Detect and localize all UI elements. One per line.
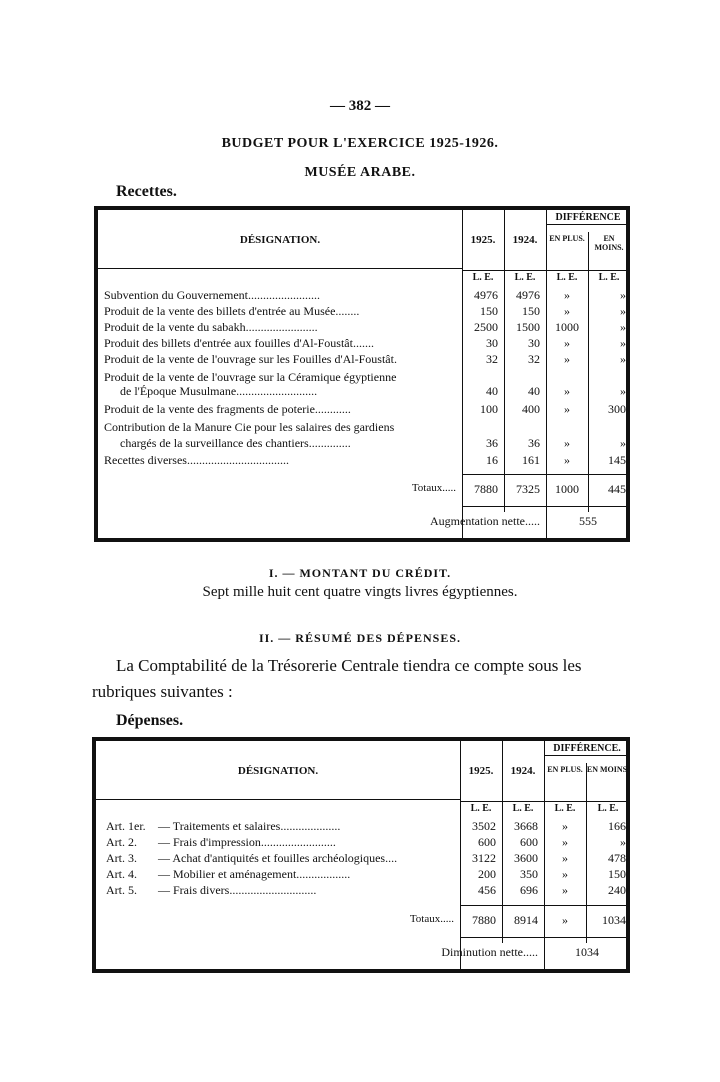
totals-row: [96, 913, 630, 929]
unit-label: L. E.: [514, 272, 536, 283]
cell-plus: »: [564, 304, 570, 318]
cell-moins: »: [620, 336, 626, 350]
difference-header: DIFFÉRENCE.: [553, 743, 621, 754]
cell-plus: »: [562, 851, 568, 865]
article-label: Art. 4.: [106, 867, 137, 881]
cell-moins: »: [620, 352, 626, 366]
museum-title: MUSÉE ARABE.: [304, 165, 416, 180]
year-1925-header: 1925.: [470, 234, 496, 246]
row-desc: — Achat d'antiquités et fouilles archéologiques....: [158, 851, 398, 865]
receipts-label: Recettes.: [116, 183, 177, 200]
cell-1924: 696: [520, 883, 538, 897]
cell-plus: »: [564, 402, 570, 416]
cell-moins: 240: [608, 883, 626, 897]
totals-bottom-rule: [460, 937, 630, 938]
difference-header: DIFFÉRENCE: [555, 212, 621, 223]
cell-1924: 1500: [516, 320, 540, 334]
totals-rule: [462, 474, 630, 475]
credit-text: Sept mille huit cent quatre vingts livres égyptiennes.: [202, 584, 518, 600]
cell-plus: 1000: [555, 320, 579, 334]
unit-label: L. E.: [472, 272, 494, 283]
paragraph-line-2: rubriques suivantes :: [92, 682, 233, 701]
summary-heading: II. — RÉSUMÉ DES DÉPENSES.: [258, 631, 462, 645]
cell-1924: 3668: [514, 819, 538, 833]
cell-moins: 145: [608, 453, 626, 467]
article-label: Art. 3.: [106, 851, 137, 865]
cell-1925: 600: [478, 835, 496, 849]
receipts-table: [94, 206, 630, 542]
totals-label: Totaux.....: [409, 913, 454, 925]
article-label: Art. 2.: [106, 835, 137, 849]
header-rule: [462, 270, 630, 271]
totals-row: [98, 482, 630, 498]
row-desc: Produit de la vente des billets d'entrée au Musée........: [104, 304, 360, 318]
net-row: [98, 514, 630, 530]
cell-1924: 161: [522, 453, 540, 467]
total-1924: 7325: [516, 482, 540, 496]
cell-1925: 3502: [472, 819, 496, 833]
cell-1925: 40: [486, 384, 498, 398]
cell-1924: 40: [528, 384, 540, 398]
cell-1924: 36: [528, 436, 540, 450]
row-desc: Produit des billets d'entrée aux fouilles d'Al-Foustât.......: [104, 336, 374, 350]
row-desc: Produit de la vente de l'ouvrage sur les Fouilles d'Al-Foustât.: [104, 352, 397, 366]
year-1924-header: 1924.: [512, 234, 538, 246]
expenses-label: Dépenses.: [116, 712, 184, 729]
row-desc: Contribution de la Manure Cie pour les salaires des gardiens: [104, 420, 395, 434]
row-desc: Subvention du Gouvernement........................: [104, 288, 320, 302]
cell-plus: »: [562, 835, 568, 849]
article-label: Art. 5.: [106, 883, 137, 897]
year-1925-header: 1925.: [468, 765, 494, 777]
cell-moins: 150: [608, 867, 626, 881]
cell-plus: »: [564, 336, 570, 350]
net-row: [96, 945, 630, 961]
row-desc: Recettes diverses..................................: [104, 453, 289, 467]
row-desc: — Mobilier et aménagement..................: [158, 867, 351, 881]
total-moins: 445: [608, 482, 626, 496]
page-number: — 382 —: [330, 98, 390, 114]
header-rule: [460, 801, 630, 802]
cell-moins: »: [620, 288, 626, 302]
cell-plus: »: [562, 819, 568, 833]
total-1925: 7880: [472, 913, 496, 927]
cell-plus: »: [562, 883, 568, 897]
totals-rule: [460, 905, 630, 906]
totals-label: Totaux.....: [411, 482, 456, 494]
cell-1925: 2500: [474, 320, 498, 334]
en-moins-header: EN MOINS.: [594, 234, 624, 252]
net-label: Diminution nette.....: [441, 945, 538, 959]
unit-label: L. E.: [470, 803, 492, 814]
net-value: 1034: [575, 945, 599, 959]
row-desc: Produit de la vente du sabakh........................: [104, 320, 318, 334]
total-plus: 1000: [555, 482, 579, 496]
cell-1925: 36: [486, 436, 498, 450]
cell-1925: 4976: [474, 288, 498, 302]
cell-1924: 350: [520, 867, 538, 881]
col-divider: [504, 210, 505, 512]
designation-header: DÉSIGNATION.: [237, 765, 319, 777]
cell-1924: 30: [528, 336, 540, 350]
year-1924-header: 1924.: [510, 765, 536, 777]
article-label: Art. 1er.: [106, 819, 146, 833]
total-1924: 8914: [514, 913, 538, 927]
cell-moins: 166: [608, 819, 626, 833]
en-plus-header: EN PLUS.: [547, 765, 583, 774]
row-desc: — Frais divers.............................: [158, 883, 317, 897]
cell-moins: »: [620, 320, 626, 334]
row-desc: Produit de la vente de l'ouvrage sur la Céramique égyptienne: [104, 370, 397, 384]
cell-1924: 4976: [516, 288, 540, 302]
cell-1924: 600: [520, 835, 538, 849]
cell-plus: »: [564, 384, 570, 398]
cell-moins: 300: [608, 402, 626, 416]
row-desc: de l'Époque Musulmane...........................: [120, 384, 318, 398]
row-desc: — Frais d'impression.........................: [158, 835, 336, 849]
unit-label: L. E.: [598, 272, 620, 283]
cell-moins: »: [620, 384, 626, 398]
difference-rule: [546, 224, 630, 225]
designation-header: DÉSIGNATION.: [239, 234, 321, 246]
cell-1925: 200: [478, 867, 496, 881]
cell-1924: 32: [528, 352, 540, 366]
cell-1924: 400: [522, 402, 540, 416]
cell-plus: »: [564, 288, 570, 302]
paragraph-line-1: La Comptabilité de la Trésorerie Centrale tiendra ce compte sous les: [116, 656, 582, 675]
en-plus-header: EN PLUS.: [549, 234, 585, 243]
cell-1925: 32: [486, 352, 498, 366]
total-moins: 1034: [602, 913, 626, 927]
totals-bottom-rule: [462, 506, 630, 507]
cell-moins: »: [620, 304, 626, 318]
en-moins-header: EN MOINS.: [586, 765, 630, 774]
unit-label: L. E.: [554, 803, 576, 814]
row-desc: chargés de la surveillance des chantiers..............: [120, 436, 351, 450]
expenses-table: [92, 737, 630, 973]
net-value: 555: [579, 514, 597, 528]
total-plus: »: [562, 913, 568, 927]
row-desc: — Traitements et salaires....................: [158, 819, 341, 833]
cell-plus: »: [564, 436, 570, 450]
cell-plus: »: [562, 867, 568, 881]
header-rule: [98, 268, 462, 269]
header-rule: [96, 799, 460, 800]
cell-1924: 3600: [514, 851, 538, 865]
row-desc: Produit de la vente des fragments de poterie............: [104, 402, 351, 416]
unit-label: L. E.: [597, 803, 619, 814]
net-label: Augmentation nette.....: [430, 514, 540, 528]
col-divider: [544, 741, 545, 969]
unit-label: L. E.: [556, 272, 578, 283]
cell-plus: »: [564, 453, 570, 467]
cell-moins: 478: [608, 851, 626, 865]
cell-1925: 456: [478, 883, 496, 897]
total-1925: 7880: [474, 482, 498, 496]
cell-1925: 16: [486, 453, 498, 467]
cell-moins: »: [620, 436, 626, 450]
difference-rule: [544, 755, 630, 756]
cell-1925: 100: [480, 402, 498, 416]
budget-title: BUDGET POUR L'EXERCICE 1925-1926.: [221, 136, 499, 151]
cell-1925: 30: [486, 336, 498, 350]
unit-label: L. E.: [512, 803, 534, 814]
cell-1925: 150: [480, 304, 498, 318]
cell-plus: »: [564, 352, 570, 366]
cell-1924: 150: [522, 304, 540, 318]
credit-heading: I. — MONTANT DU CRÉDIT.: [268, 566, 452, 580]
cell-moins: »: [620, 835, 626, 849]
cell-1925: 3122: [472, 851, 496, 865]
